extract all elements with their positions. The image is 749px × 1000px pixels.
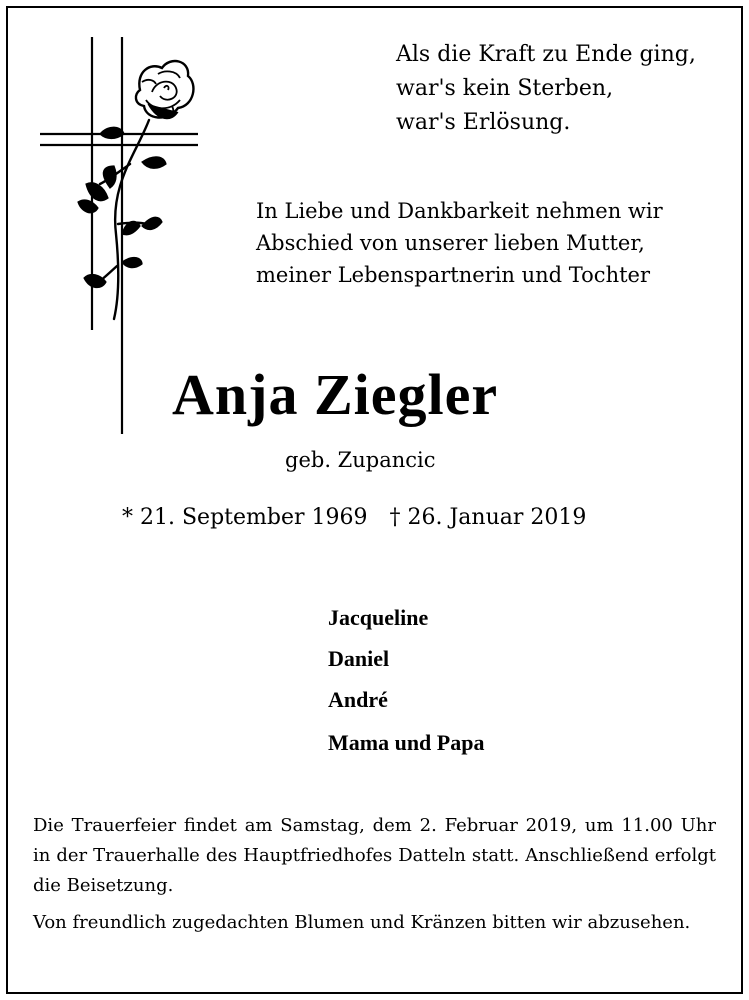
- intro-line: Abschied von unserer lieben Mutter,: [256, 231, 645, 255]
- mourner-name: Mama und Papa: [328, 730, 485, 755]
- poem-line: war's kein Sterben,: [396, 76, 614, 101]
- maiden-name: geb. Zupancic: [285, 448, 436, 472]
- life-dates: [122, 503, 586, 533]
- rose-icon: [136, 61, 194, 119]
- intro-text: [256, 195, 663, 291]
- birth-date: * 21. September 1969: [122, 505, 368, 530]
- mourner-name: Jacqueline: [328, 605, 429, 630]
- mourner-name: Daniel: [328, 646, 390, 671]
- poem-line: war's Erlösung.: [396, 110, 571, 135]
- intro-line: meiner Lebenspartnerin und Tochter: [256, 263, 650, 287]
- poem-line: Als die Kraft zu Ende ging,: [396, 42, 696, 67]
- deceased-name: Anja Ziegler: [172, 362, 499, 427]
- mourner-name: André: [328, 687, 388, 712]
- intro-line: In Liebe und Dankbarkeit nehmen wir: [256, 199, 663, 223]
- flowers-notice: Von freundlich zugedachten Blumen und Kränzen bitten wir abzusehen.: [33, 912, 691, 933]
- funeral-notice: Die Trauerfeier findet am Samstag, dem 2. Februar 2019, um 11.00 Uhr in der Trauerhalle des Hauptfriedhofes Datteln statt. Anschließend erfolgt die Beisetzung.: [33, 815, 716, 896]
- poem: [396, 38, 696, 140]
- death-date: † 26. Januar 2019: [389, 505, 587, 530]
